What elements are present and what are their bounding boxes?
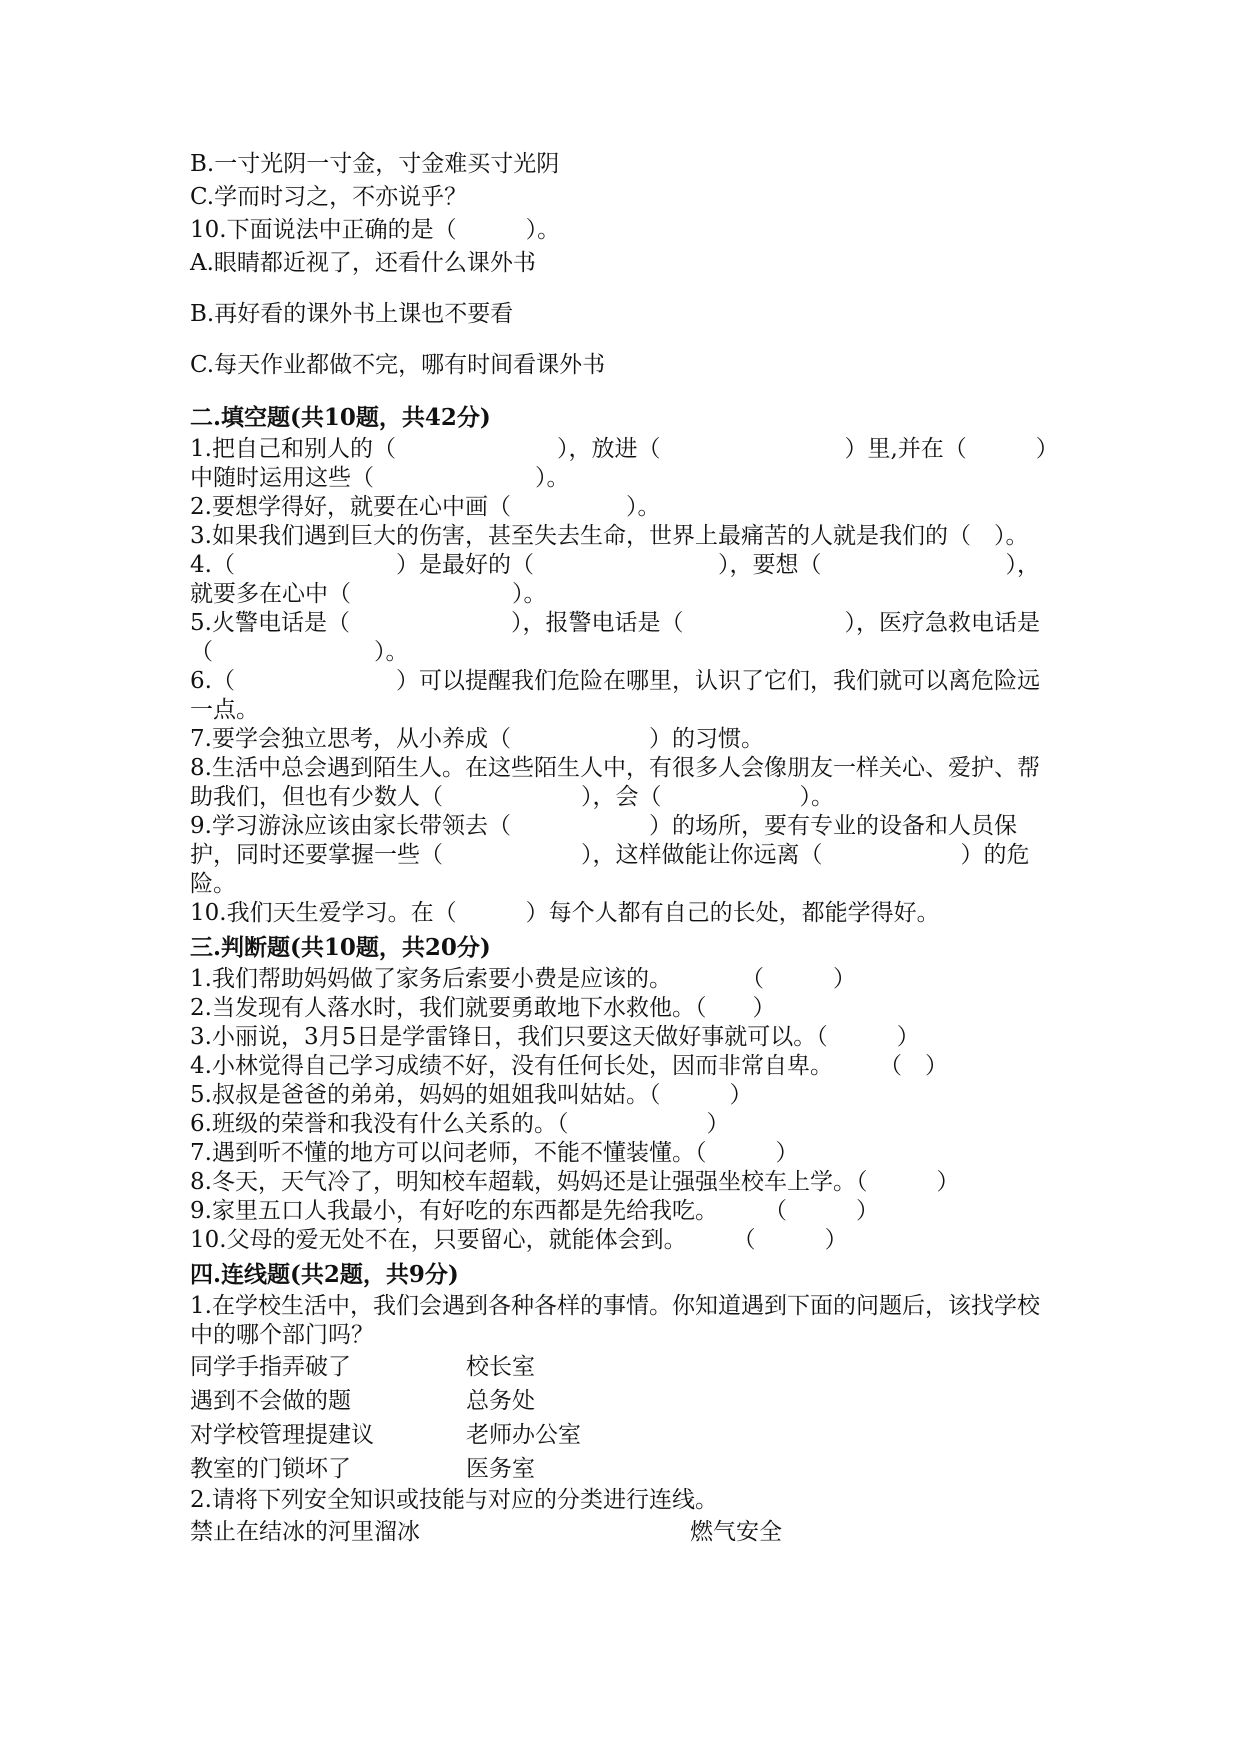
true-false-item: 7.遇到听不懂的地方可以问老师，不能不懂装懂。（ ） (190, 1140, 799, 1166)
true-false-item: 3.小丽说，3月5日是学雷锋日，我们只要这天做好事就可以。（ ） (190, 1024, 920, 1050)
q10-option-c: C.每天作业都做不完，哪有时间看课外书 (190, 352, 606, 378)
q9-option-b: B.一寸光阴一寸金，寸金难买寸光阴 (190, 151, 560, 177)
matching-right-item: 校长室 (466, 1353, 535, 1380)
q10-option-a: A.眼睛都近视了，还看什么课外书 (190, 250, 536, 276)
q10-stem: 10.下面说法中正确的是（ ）。 (190, 217, 561, 243)
section-title-true-false: 三.判断题(共10题，共20分) (190, 934, 491, 961)
matching-row (190, 1418, 1050, 1452)
q9-option-c: C.学而时习之，不亦说乎？ (190, 184, 468, 210)
matching-row (190, 1384, 1050, 1418)
section-title-matching: 四.连线题(共2题，共9分) (190, 1261, 459, 1288)
matching-row (190, 1350, 1050, 1384)
true-false-item: 2.当发现有人落水时，我们就要勇敢地下水救他。（ ） (190, 995, 776, 1021)
matching-q1-stem: 1.在学校生活中，我们会遇到各种各样的事情。你知道遇到下面的问题后，该找学校中的哪个部门吗？ (190, 1293, 1040, 1348)
matching-left-item: 遇到不会做的题 (190, 1387, 351, 1414)
exam-page (190, 150, 1050, 1549)
true-false-item: 8.冬天，天气冷了，明知校车超载，妈妈还是让强强坐校车上学。（ ） (190, 1169, 960, 1195)
true-false-item: 10.父母的爱无处不在，只要留心，就能体会到。 （ ） (190, 1227, 848, 1253)
matching-right-item: 医务室 (466, 1455, 535, 1482)
section-title-fill-blank: 二.填空题(共10题，共42分) (190, 404, 491, 431)
matching-q2-table (190, 1515, 1050, 1549)
matching-right-item: 燃气安全 (690, 1518, 782, 1545)
matching-q1-table (190, 1350, 1050, 1486)
true-false-item: 4.小林觉得自己学习成绩不好，没有任何长处，因而非常自卑。 （ ） (190, 1053, 948, 1079)
matching-left-item: 对学校管理提建议 (190, 1421, 374, 1448)
fill-blank-item: 7.要学会独立思考，从小养成（ ）的习惯。 (190, 726, 764, 752)
fill-blank-item: 8.生活中总会遇到陌生人。在这些陌生人中，有很多人会像朋友一样关心、爱护、帮助我们，但也有少数人（ ），会（ ）。 (190, 755, 1040, 810)
matching-left-item: 同学手指弄破了 (190, 1353, 351, 1380)
true-false-list (190, 965, 1050, 1255)
q10-option-b: B.再好看的课外书上课也不要看 (190, 301, 514, 327)
fill-blank-item: 4.（ ）是最好的（ ），要想（ ），就要多在心中（ ）。 (190, 552, 1040, 607)
fill-blank-item: 1.把自己和别人的（ ），放进（ ）里,并在（ ）中随时运用这些（ ）。 (190, 436, 1048, 491)
true-false-item: 9.家里五口人我最小，有好吃的东西都是先给我吃。 （ ） (190, 1198, 879, 1224)
matching-right-item: 总务处 (466, 1387, 535, 1414)
fill-blank-item: 2.要想学得好，就要在心中画（ ）。 (190, 494, 661, 520)
matching-q2-stem: 2.请将下列安全知识或技能与对应的分类进行连线。 (190, 1487, 718, 1513)
true-false-item: 5.叔叔是爸爸的弟弟，妈妈的姐姐我叫姑姑。（ ） (190, 1082, 753, 1108)
matching-right-item: 老师办公室 (466, 1421, 581, 1448)
fill-blank-item: 5.火警电话是（ ），报警电话是（ ），医疗急救电话是（ ）。 (190, 610, 1040, 665)
matching-row (190, 1515, 1050, 1549)
fill-blank-list (190, 435, 1050, 928)
matching-left-item: 教室的门锁坏了 (190, 1455, 351, 1482)
fill-blank-item: 9.学习游泳应该由家长带领去（ ）的场所，要有专业的设备和人员保护，同时还要掌握一些（ ），这样做能让你远离（ ）的危险。 (190, 813, 1030, 897)
true-false-item: 6.班级的荣誉和我没有什么关系的。（ ） (190, 1111, 730, 1137)
fill-blank-item: 6.（ ）可以提醒我们危险在哪里，认识了它们，我们就可以离危险远一点。 (190, 668, 1040, 723)
matching-left-item: 禁止在结冰的河里溜冰 (190, 1518, 420, 1545)
fill-blank-item: 3.如果我们遇到巨大的伤害，甚至失去生命，世界上最痛苦的人就是我们的（ ）。 (190, 523, 1029, 549)
fill-blank-item: 10.我们天生爱学习。在（ ）每个人都有自己的长处，都能学得好。 (190, 900, 940, 926)
true-false-item: 1.我们帮助妈妈做了家务后索要小费是应该的。 （ ） (190, 966, 856, 992)
matching-row (190, 1452, 1050, 1486)
